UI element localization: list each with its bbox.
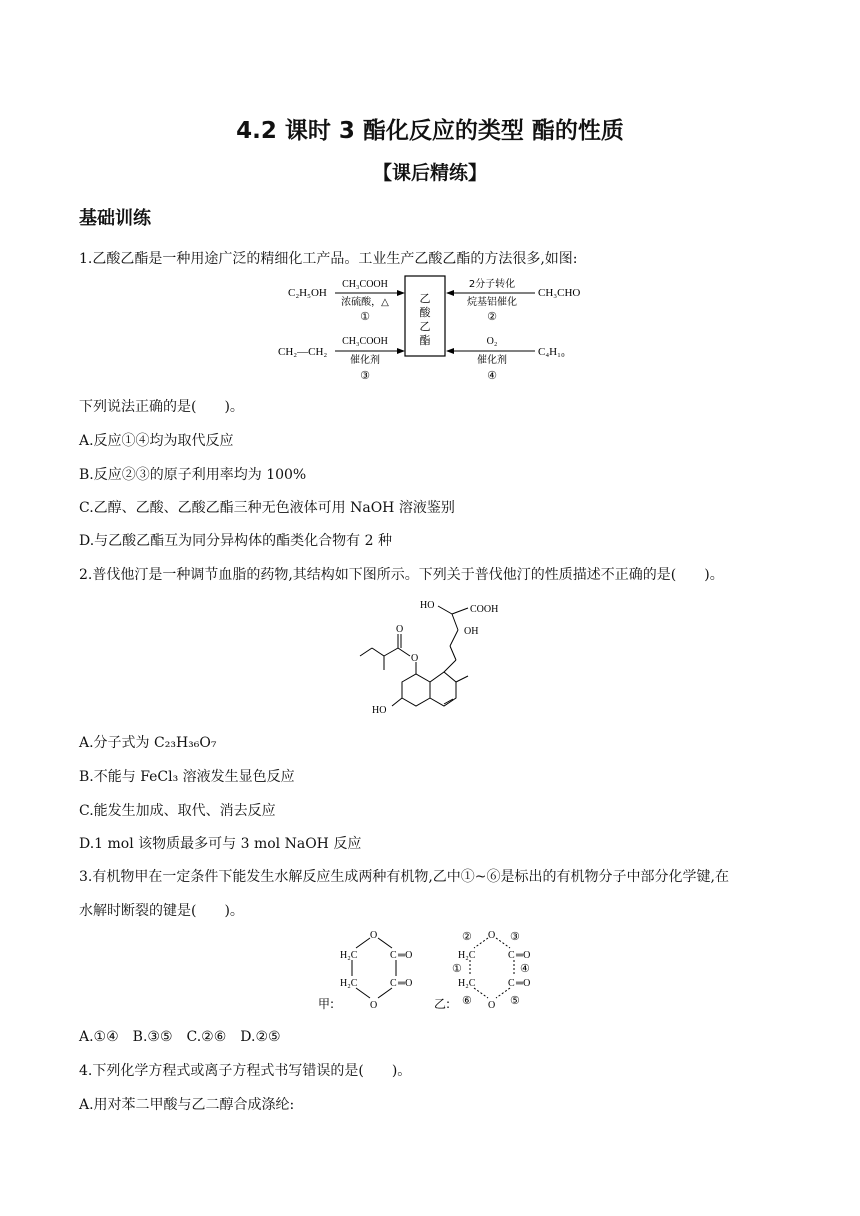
r2-reactant: CH₃CHO [538, 287, 581, 299]
jia-h2c-bottom: H₂C [340, 978, 358, 989]
r1-reagent: CH₃COOH [342, 279, 388, 290]
r3-number: ③ [360, 370, 370, 382]
q3-stem-line1: 3.有机物甲在一定条件下能发生水解反应生成两种有机物,乙中①~⑥是标出的有机物分子中部分化学键,在 [79, 869, 729, 885]
center-char-1: 乙 [419, 292, 431, 305]
q1-ask: 下列说法正确的是( )。 [79, 399, 244, 415]
bond-1: ① [452, 963, 462, 975]
r4-number: ④ [487, 370, 497, 382]
q2-option-b: B.不能与 FeCl₃ 溶液发生显色反应 [79, 769, 295, 785]
page-subtitle: 【课后精练】 [372, 162, 487, 184]
q1-option-a: A.反应①④均为取代反应 [79, 433, 234, 449]
r4-reactant: C₄H₁₀ [538, 346, 565, 358]
q1-option-c: C.乙醇、乙酸、乙酸乙酯三种无色液体可用 NaOH 溶液鉴别 [79, 500, 455, 516]
q2-stem: 2.普伐他汀是一种调节血脂的药物,其结构如下图所示。下列关于普伐他汀的性质描述不正确的是( )。 [79, 567, 724, 583]
ester-o-label: O [411, 653, 419, 664]
q4-option-a: A.用对苯二甲酸与乙二醇合成涤纶: [79, 1097, 295, 1113]
q1-option-d: D.与乙酸乙酯互为同分异构体的酯类化合物有 2 种 [79, 533, 392, 549]
yi-c-bottom: C [508, 978, 515, 989]
r3-reactant: CH₂—CH₂ [278, 346, 328, 358]
jia-c-top: C [390, 950, 397, 961]
q2-option-d: D.1 mol 该物质最多可与 3 mol NaOH 反应 [79, 836, 362, 852]
yi-o-top: O [488, 930, 496, 941]
r3-condition: 催化剂 [350, 355, 380, 366]
bond-2: ② [462, 931, 472, 943]
ho-bottom-label: HO [372, 705, 387, 716]
bond-6: ⑥ [462, 995, 472, 1007]
yi-label: 乙: [434, 997, 451, 1011]
jia-eqo-top: ═O [398, 950, 413, 961]
q2-option-c: C.能发生加成、取代、消去反应 [79, 803, 276, 819]
r4-reagent: O₂ [486, 336, 498, 347]
keto-o-label: O [396, 624, 404, 635]
r1-number: ① [360, 311, 370, 323]
bond-4: ④ [520, 963, 530, 975]
q1-stem: 1.乙酸乙酯是一种用途广泛的精细化工产品。工业生产乙酸乙酯的方法很多,如图: [79, 251, 578, 267]
q1-reaction-diagram [270, 272, 590, 388]
jia-o-top: O [370, 930, 378, 941]
yi-eqo-bottom: ═O [516, 978, 531, 989]
yi-c-top: C [508, 950, 515, 961]
pravastatin-structure [350, 590, 510, 720]
bond-5: ⑤ [510, 995, 520, 1007]
q2-option-a: A.分子式为 C₂₃H₃₆O₇ [79, 735, 217, 751]
ho-top-label: HO [420, 600, 435, 611]
jia-c-bottom: C [390, 978, 397, 989]
jia-eqo-bottom: ═O [398, 978, 413, 989]
r4-condition: 催化剂 [477, 355, 507, 366]
oh-label: OH [464, 626, 479, 637]
jia-o-bottom: O [370, 1000, 378, 1011]
jia-h2c-top: H₂C [340, 950, 358, 961]
q4-stem: 4.下列化学方程式或离子方程式书写错误的是( )。 [79, 1063, 412, 1079]
center-char-3: 乙 [419, 320, 431, 333]
jia-label: 甲: [318, 997, 335, 1011]
q3-stem-line2: 水解时断裂的键是( )。 [79, 903, 244, 919]
r3-reagent: CH₃COOH [342, 336, 388, 347]
r2-top: 2分子转化 [468, 279, 516, 290]
q1-option-b: B.反应②③的原子利用率均为 100% [79, 467, 307, 483]
yi-o-bottom: O [488, 1000, 496, 1011]
q3-options: A.①④ B.③⑤ C.②⑥ D.②⑤ [79, 1029, 281, 1045]
section-heading: 基础训练 [79, 208, 151, 229]
r1-reactant: C₂H₅OH [288, 287, 327, 299]
center-char-2: 酸 [419, 306, 431, 319]
r2-number: ② [487, 311, 497, 323]
yi-h2c-top: H₂C [458, 950, 476, 961]
page-title: 4.2 课时 3 酯化反应的类型 酯的性质 [236, 118, 624, 144]
r2-condition: 烷基铝催化 [467, 297, 517, 308]
r1-condition: 浓硫酸，△ [341, 297, 389, 308]
yi-h2c-bottom: H₂C [458, 978, 476, 989]
yi-eqo-top: ═O [516, 950, 531, 961]
bond-3: ③ [510, 931, 520, 943]
q3-structures [310, 926, 560, 1016]
cooh-label: COOH [470, 604, 499, 615]
center-char-4: 酯 [419, 334, 431, 347]
